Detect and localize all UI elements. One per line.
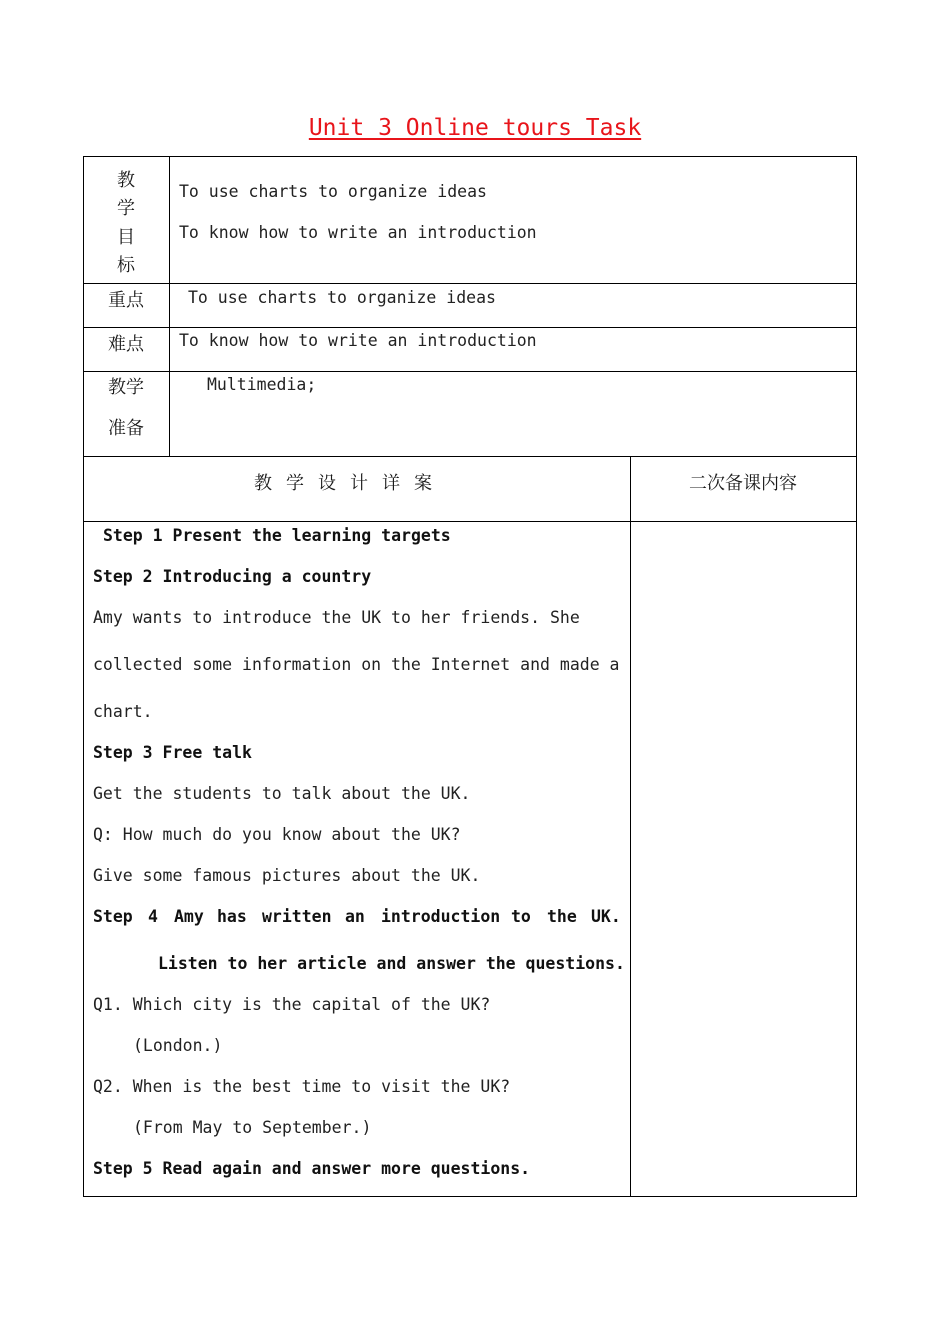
answer-line: (London.) xyxy=(133,1036,223,1055)
step4-word: to xyxy=(511,907,531,926)
key-points-text: To use charts to organize ideas xyxy=(188,288,496,307)
preparation-label-line: 准备 xyxy=(108,418,144,439)
step4-word: the xyxy=(547,907,577,926)
paragraph-line: Q: How much do you know about the UK? xyxy=(93,825,461,844)
row-divider xyxy=(84,521,856,522)
step-heading: Step 1 Present the learning targets xyxy=(103,526,451,545)
notes-column-divider xyxy=(630,456,631,1196)
difficulties-text: To know how to write an introduction xyxy=(179,331,537,350)
design-header-left: 教学设计详案 xyxy=(254,473,446,494)
step4-word: UK. xyxy=(591,907,621,926)
paragraph-line: Amy wants to introduce the UK to her friends. She xyxy=(93,608,580,627)
objectives-label-char: 教 xyxy=(117,170,135,191)
design-header-right: 二次备课内容 xyxy=(689,473,797,494)
step4-word: introduction xyxy=(381,907,501,926)
difficulties-label: 难点 xyxy=(108,334,144,355)
step4-word: has xyxy=(217,907,247,926)
objective-line: To use charts to organize ideas xyxy=(179,182,487,201)
paragraph-line: Get the students to talk about the UK. xyxy=(93,784,471,803)
question-line: Q2. When is the best time to visit the UK? xyxy=(93,1077,511,1096)
row-divider xyxy=(84,456,856,457)
preparation-text: Multimedia; xyxy=(207,375,317,394)
paragraph-line: chart. xyxy=(93,702,153,721)
question-line: Q1. Which city is the capital of the UK? xyxy=(93,995,491,1014)
row-divider xyxy=(84,371,856,372)
preparation-label-line: 教学 xyxy=(108,377,144,398)
row-divider xyxy=(84,327,856,328)
step4-word: Step xyxy=(93,907,133,926)
objectives-label-char: 标 xyxy=(117,255,135,276)
document-title: Unit 3 Online tours Task xyxy=(308,115,642,141)
objective-line: To know how to write an introduction xyxy=(179,223,537,242)
objectives-label-char: 学 xyxy=(117,198,135,219)
step4-word: 4 xyxy=(148,907,158,926)
label-column-divider xyxy=(169,157,170,456)
step4-word: an xyxy=(345,907,365,926)
answer-line: (From May to September.) xyxy=(133,1118,372,1137)
step-heading: Step 2 Introducing a country xyxy=(93,567,372,586)
row-divider xyxy=(84,283,856,284)
paragraph-line: collected some information on the Internet and made a xyxy=(93,655,620,674)
step4-word: Amy xyxy=(174,907,204,926)
objectives-label-char: 目 xyxy=(117,227,135,248)
step4-word: written xyxy=(262,907,332,926)
key-points-label: 重点 xyxy=(108,290,144,311)
step-heading: Step 3 Free talk xyxy=(93,743,252,762)
step-heading: Step 5 Read again and answer more questions. xyxy=(93,1159,531,1178)
paragraph-line: Give some famous pictures about the UK. xyxy=(93,866,481,885)
step-heading-continued: Listen to her article and answer the questions. xyxy=(158,954,625,973)
